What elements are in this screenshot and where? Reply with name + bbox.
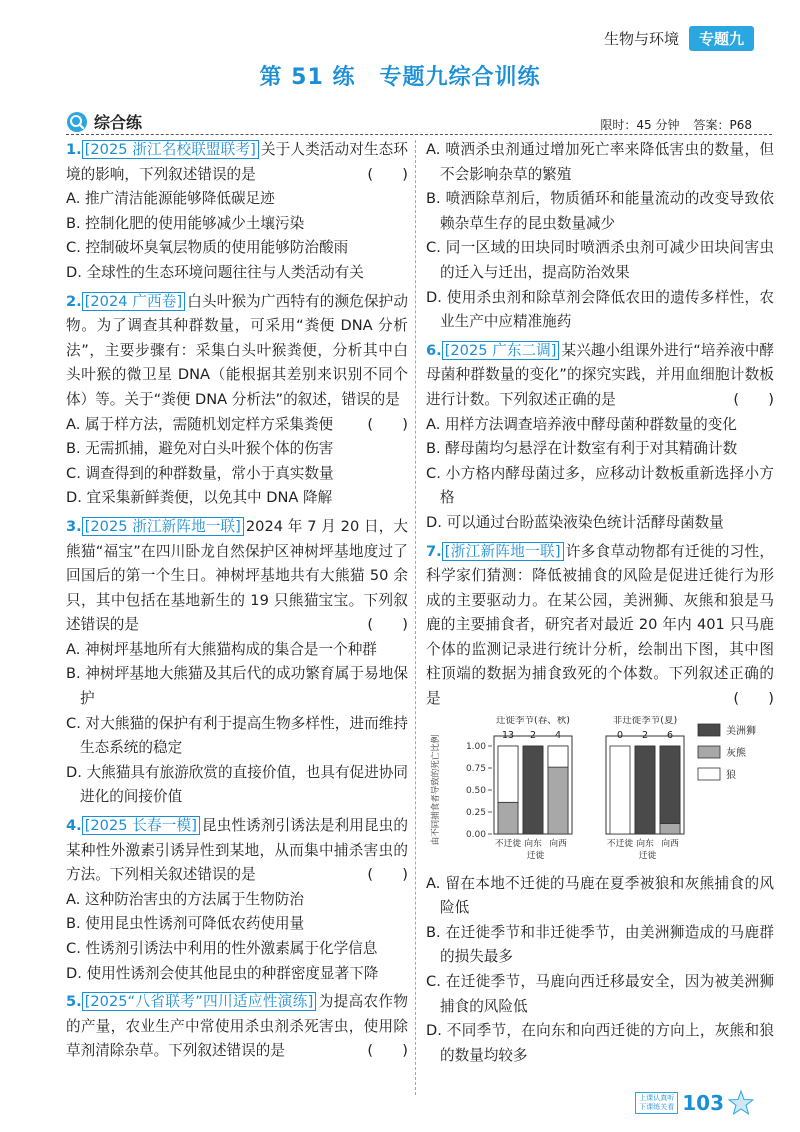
question-6 xyxy=(426,339,774,536)
question-source: [2025 广东二调] xyxy=(442,341,560,360)
option-a: A. 这种防治害虫的方法属于生物防治 xyxy=(66,890,304,908)
x-group-label: 迁徙 xyxy=(638,850,657,861)
y-axis-label: 由不同捕食者导致的死亡比例 xyxy=(431,734,441,845)
legend-label: 美洲狮 xyxy=(726,725,756,737)
question-7 xyxy=(426,540,774,712)
x-category-label: 不迁徙 xyxy=(494,838,522,849)
magnifier-icon xyxy=(66,111,88,133)
section-label: 综合练 xyxy=(94,113,143,132)
question-source: [2025 长春一模] xyxy=(82,816,200,835)
bar-segment-puma xyxy=(635,746,655,834)
x-category-label: 向东 xyxy=(636,838,654,849)
question-number: 1. xyxy=(66,141,82,158)
question-source: [2025 浙江新阵地一联] xyxy=(82,517,244,536)
question-source: [2024 广西卷] xyxy=(82,292,185,311)
question-number: 3. xyxy=(66,517,82,535)
topic-tag: 专题九 xyxy=(689,26,754,51)
option-a: A. 神树坪基地所有大熊猫构成的集合是一个种群 xyxy=(66,640,377,658)
bar-count-label: 6 xyxy=(666,729,674,741)
time-limit: 限时：45 分钟 xyxy=(600,118,680,132)
section-meta xyxy=(600,116,752,133)
option-d: D. 宜采集新鲜粪便，以免其中 DNA 降解 xyxy=(66,489,333,507)
question-4 xyxy=(66,814,408,986)
predation-chart-svg xyxy=(426,716,774,866)
question-stem: 白头叶猴为广西特有的濒危保护动物。为了调查其种群数量，可采用“粪便 DNA 分析法”，主要步骤有：采集白头叶猴粪便，分析其中白头叶猴的微卫星 DNA（能根据其差别来识别不同个体）等。关于“粪便 DNA 分析法”的叙述，错误的是 xyxy=(66,292,408,408)
option-b: B. 使用昆虫性诱剂可降低农药使用量 xyxy=(66,915,305,933)
x-category-label: 向西 xyxy=(661,838,679,849)
legend-swatch xyxy=(698,768,720,780)
question-number: 7. xyxy=(426,542,442,560)
question-stem: 许多食草动物都有迁徙的习性，科学家们猜测：降低被捕食的风险是促进迁徙行为形成的主要驱动力。在某公园，美洲狮、灰熊和狼是马鹿的主要捕食者，研究者对最近 20 年内 401 只马鹿个体的监测记录进行统计分析，绘制出下图，其中图柱顶端的数据为捕食致死的个体数。下列叙述正确的是 xyxy=(426,542,774,708)
answer-ref: 答案：P68 xyxy=(693,118,752,132)
footer-badge-line2: 下课练关看 xyxy=(639,1103,675,1111)
option-b: B. 喷洒除草剂后，物质循环和能量流动的改变导致依赖杂草生存的昆虫数量减少 xyxy=(426,190,774,232)
option-b: B. 在迁徙季节和非迁徙季节，由美洲狮造成的马鹿群的损失最多 xyxy=(426,923,774,966)
question-3 xyxy=(66,515,408,810)
answer-blank: ( ) xyxy=(733,690,774,708)
option-c: C. 同一区域的田块同时喷洒杀虫剂可减少田块间害虫的迁入与迁出，提高防治效果 xyxy=(426,239,774,281)
y-tick-label: 1.00 xyxy=(465,741,486,752)
question-source: [2025“八省联考”四川适应性演练] xyxy=(82,992,317,1011)
bar-segment-bear xyxy=(660,823,680,834)
question-stem: 某兴趣小组课外进行“培养液中酵母菌种群数量的变化”的探究实践，并用血细胞计数板进行计数。下列叙述正确的是 xyxy=(426,341,774,408)
option-d: D. 大熊猫具有旅游欣赏的直接价值，也具有促进协同进化的间接价值 xyxy=(66,763,408,806)
bar-segment-wolf xyxy=(498,746,518,802)
y-tick-label: 0.00 xyxy=(465,829,486,840)
bar-count-label: 4 xyxy=(554,729,562,741)
bar-outline xyxy=(610,746,630,834)
option-a: A. 留在本地不迁徙的马鹿在夏季被狼和灰熊捕食的风险低 xyxy=(426,874,774,917)
bar-count-label: 2 xyxy=(529,729,537,741)
question-2 xyxy=(66,290,408,511)
legend-label: 灰熊 xyxy=(726,747,746,759)
bar-segment-puma xyxy=(660,746,680,823)
x-category-label: 向西 xyxy=(549,838,567,849)
option-d: D. 使用性诱剂会使其他昆虫的种群密度显著下降 xyxy=(66,964,379,982)
group-title: 迁徙季节(春、秋) xyxy=(496,715,570,726)
option-d: D. 可以通过台盼蓝染液染色统计活酵母菌数量 xyxy=(426,513,724,531)
predation-chart xyxy=(426,716,774,866)
answer-blank: ( ) xyxy=(367,1042,408,1060)
question-source: [浙江新阵地一联] xyxy=(442,542,564,561)
option-c: C. 调查得到的种群数量，常小于真实数量 xyxy=(66,464,334,482)
lesson-number: 第 51 练 xyxy=(259,65,356,90)
option-a: A. 用样方法调查培养液中酵母菌种群数量的变化 xyxy=(426,415,737,433)
right-column xyxy=(426,138,774,1068)
bar-segment-puma xyxy=(523,746,543,834)
bar-segment-bear xyxy=(548,767,568,834)
column-divider xyxy=(415,140,416,1095)
section-header xyxy=(66,110,142,133)
legend-swatch xyxy=(698,746,720,758)
left-column xyxy=(66,138,408,1064)
option-a: A. 推广清洁能源能够降低碳足迹 xyxy=(66,190,275,208)
legend-swatch xyxy=(698,724,720,736)
bar-count-label: 2 xyxy=(641,729,649,741)
question-1 xyxy=(66,138,408,286)
option-d: D. 使用杀虫剂和除草剂会降低农田的遗传多样性，农业生产中应精准施药 xyxy=(426,288,774,331)
question-7-options xyxy=(426,872,774,1069)
question-stem: 2024 年 7 月 20 日，大熊猫“福宝”在四川卧龙自然保护区神树坪基地度过了回国后的第一个生日。神树坪基地共有大熊猫 50 余只，其中包括在基地新生的 19 只熊猫宝宝。下列叙述错误的是 xyxy=(66,517,408,634)
bar-count-label: 13 xyxy=(501,729,515,741)
page-header xyxy=(604,26,754,51)
question-number: 4. xyxy=(66,817,82,835)
question-number: 5. xyxy=(66,993,82,1011)
question-stem: 关于人类活动对生态环境的影响，下列叙述错误的是 xyxy=(66,141,408,183)
bar-segment-bear xyxy=(498,802,518,834)
question-number: 2. xyxy=(66,292,82,310)
answer-blank: ( ) xyxy=(733,390,774,408)
answer-blank: ( ) xyxy=(367,165,408,183)
question-stem: 为提高农作物的产量，农业生产中常使用杀虫剂杀死害虫，使用除草剂清除杂草。下列叙述错误的是 xyxy=(66,993,408,1060)
y-tick-label: 0.50 xyxy=(465,785,486,796)
page-title xyxy=(0,60,800,91)
option-a: A. 喷洒杀虫剂通过增加死亡率来降低害虫的数量，但不会影响杂草的繁殖 xyxy=(426,141,774,183)
star-icon xyxy=(728,1090,754,1116)
page-number: 103 xyxy=(682,1091,724,1115)
subject-label: 生物与环境 xyxy=(603,30,679,48)
option-b: B. 神树坪基地大熊猫及其后代的成功繁育属于易地保护 xyxy=(66,665,408,708)
option-d: D. 全球性的生态环境问题往往与人类活动有关 xyxy=(66,263,364,281)
question-5-options xyxy=(426,138,774,335)
answer-blank: ( ) xyxy=(367,866,408,884)
option-c: C. 控制破坏臭氧层物质的使用能够防治酸雨 xyxy=(66,239,349,257)
x-group-label: 迁徙 xyxy=(526,850,545,861)
answer-blank: ( ) xyxy=(367,616,408,634)
section-divider xyxy=(66,134,772,135)
answer-blank: ( ) xyxy=(367,415,408,433)
y-tick-label: 0.25 xyxy=(465,807,486,818)
x-category-label: 不迁徙 xyxy=(606,838,634,849)
option-d: D. 不同季节，在向东和向西迁徙的方向上，灰熊和狼的数量均较多 xyxy=(426,1022,774,1064)
option-c: C. 对大熊猫的保护有利于提高生物多样性，进而维持生态系统的稳定 xyxy=(66,714,408,757)
question-source: [2025 浙江名校联盟联考] xyxy=(82,140,259,159)
y-tick-label: 0.75 xyxy=(465,763,486,774)
question-stem: 昆虫性诱剂引诱法是利用昆虫的某种性外激素引诱异性到某地，从而集中捕杀害虫的方法。下列相关叙述错误的是 xyxy=(66,817,408,884)
bar-segment-wolf xyxy=(548,746,568,767)
option-c: C. 性诱剂引诱法中利用的性外激素属于化学信息 xyxy=(66,940,378,957)
footer-badge-line1: 上课认真听 xyxy=(639,1094,675,1102)
lesson-name: 专题九综合训练 xyxy=(379,65,541,90)
option-c: C. 小方格内酵母菌过多，应移动计数板重新选择小方格 xyxy=(426,464,774,507)
option-b: B. 控制化肥的使用能够减少土壤污染 xyxy=(66,214,305,232)
group-title: 非迁徙季节(夏) xyxy=(612,715,678,726)
question-number: 6. xyxy=(426,341,442,359)
footer-badge xyxy=(635,1092,678,1114)
option-a: A. 属于样方法，需随机划定样方采集粪便 xyxy=(66,415,334,433)
x-category-label: 向东 xyxy=(524,838,542,849)
option-b: B. 无需抓捕，避免对白头叶猴个体的伤害 xyxy=(66,440,334,458)
option-b: B. 酵母菌均匀悬浮在计数室有利于对其精确计数 xyxy=(426,440,738,458)
question-5 xyxy=(66,990,408,1064)
legend-label: 狼 xyxy=(726,769,736,781)
bar-count-label: 0 xyxy=(616,729,624,741)
option-c: C. 在迁徙季节，马鹿向西迁移最安全，因为被美洲狮捕食的风险低 xyxy=(426,973,774,1015)
page-footer xyxy=(635,1090,754,1116)
